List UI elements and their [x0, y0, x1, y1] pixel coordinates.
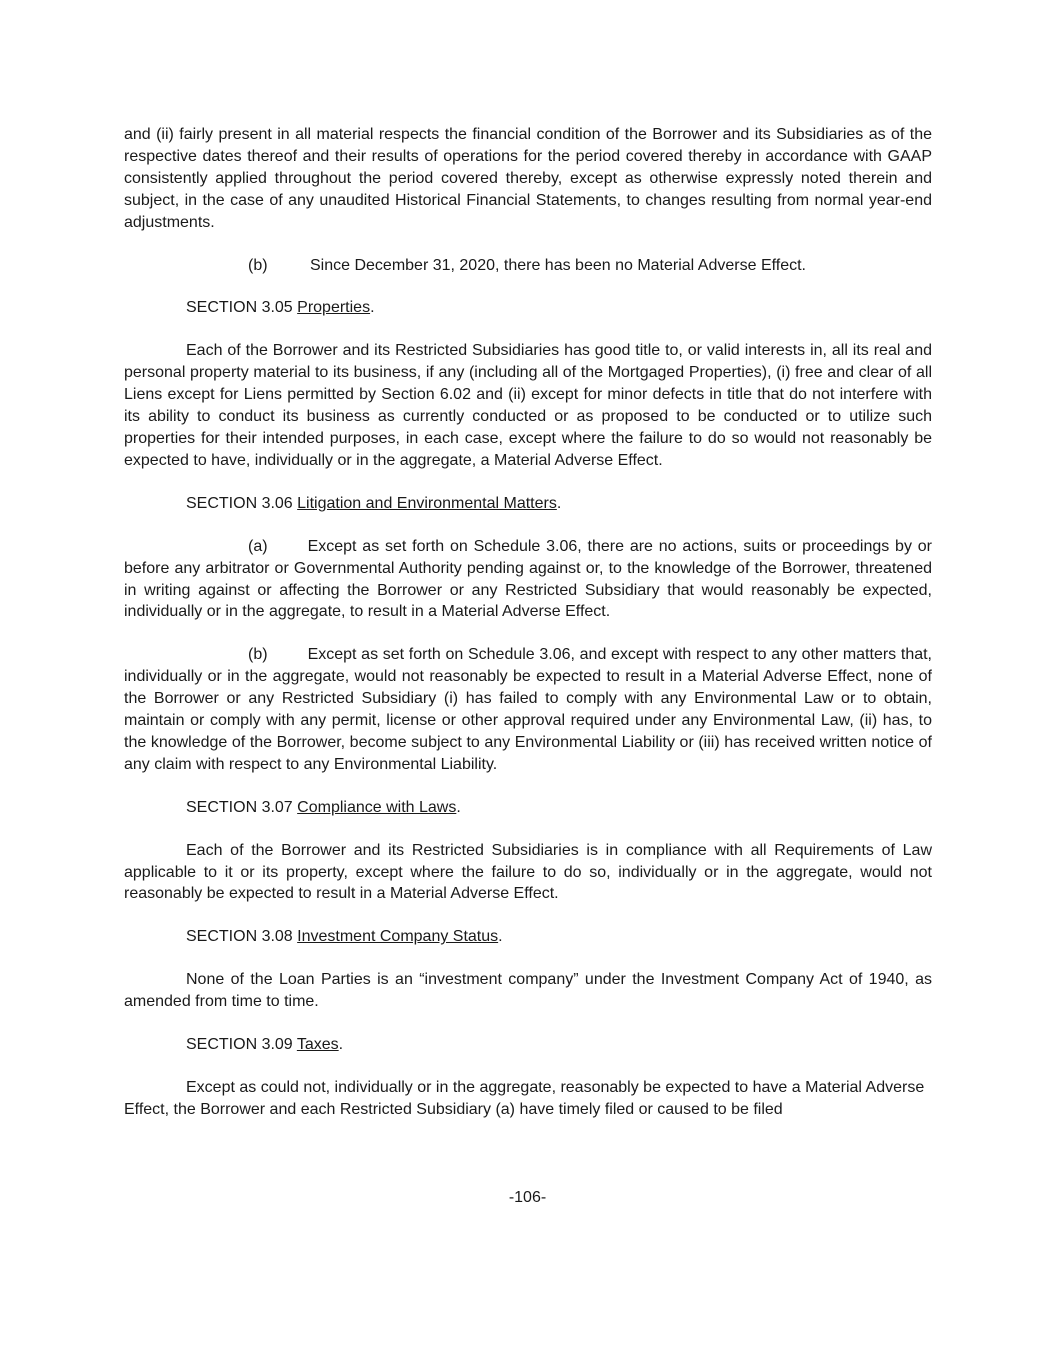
section-title: Investment Company Status — [297, 928, 499, 946]
subsection-text: Except as set forth on Schedule 3.06, there are no actions, suits or proceedings by or before any arbitrator or Governmental Authority pending against or, to the knowledge of the Borrower, threatened in writing against or affecting the Borrower or any Restricted Subsidiary that would reasonably be expected, individually or in the aggregate, to result in a Material Adverse Effect. — [124, 537, 932, 621]
section-body-3-05: Each of the Borrower and its Restricted Subsidiaries has good title to, or valid interests in, all its real and personal property material to its business, if any (including all of the Mortgaged Properties), (i) free and clear of all Liens except for Liens permitted by Section 6.02 and (ii) except for minor defects in title that do not interfere with its ability to conduct its business as currently conducted or as proposed to be conducted or to utilize such properties for their intended purposes, in each case, except where the failure to do so would not reasonably be expected to have, individually or in the aggregate, a Material Adverse Effect. — [124, 342, 932, 469]
section-number: SECTION 3.09 — [186, 1036, 293, 1054]
subsection-304-b — [124, 255, 932, 277]
subsection-text: Since December 31, 2020, there has been no Material Adverse Effect. — [310, 256, 806, 274]
page-number: -106- — [508, 1189, 547, 1206]
section-body-3-07: Each of the Borrower and its Restricted Subsidiaries is in compliance with all Requirements of Law applicable to it or its property, except where the failure to do so, individually or in the aggregate, would not reasonably be expected to result in a Material Adverse Effect. — [124, 841, 932, 903]
section-number: SECTION 3.08 — [186, 928, 293, 946]
section-heading-3-09 — [124, 1034, 932, 1056]
heading-period: . — [456, 798, 461, 816]
subsection-306-b — [124, 644, 932, 775]
section-heading-3-05 — [124, 297, 932, 319]
section-title: Litigation and Environmental Matters — [297, 494, 557, 512]
heading-period: . — [556, 494, 562, 512]
section-heading-3-08 — [124, 926, 932, 948]
paragraph-opening: and (ii) fairly present in all material respects the financial condition of the Borrower and its Subsidiaries as of the respective dates thereof and their results of operations for the period covered thereby in accordance with GAAP consistently applied throughout the period covered thereby, except as otherwise expressly noted therein and subject, in the case of any unaudited Historical Financial Statements, to changes resulting from normal year-end adjustments. — [124, 126, 932, 231]
section-title: Taxes — [296, 1036, 339, 1054]
section-heading-3-06 — [124, 493, 932, 515]
section-number: SECTION 3.05 — [186, 299, 293, 317]
subsection-text: Except as set forth on Schedule 3.06, and except with respect to any other matters that, individually or in the aggregate, would not reasonably be expected to result in a Material Adverse Effect, none of the Borrower or any Restricted Subsidiary (i) has failed to comply with any Environmental Law or to obtain, maintain or comply with any permit, license or other approval required under any Environmental Law, (ii) has, to the knowledge of the Borrower, become subject to any Environmental Liability or (iii) has received written notice of any claim with respect to any Environmental Liability. — [124, 646, 932, 773]
section-title: Properties — [297, 299, 371, 317]
subsection-letter: (b) — [248, 256, 268, 274]
section-title: Compliance with Laws — [297, 798, 457, 816]
heading-period: . — [498, 928, 503, 946]
subsection-306-a — [124, 536, 932, 624]
section-number: SECTION 3.06 — [186, 494, 293, 512]
heading-period: . — [338, 1036, 344, 1054]
subsection-letter: (a) — [248, 537, 268, 555]
section-number: SECTION 3.07 — [186, 798, 293, 816]
subsection-letter: (b) — [248, 646, 268, 664]
section-heading-3-07 — [124, 797, 932, 819]
document-page — [124, 124, 932, 1121]
section-body-3-08: None of the Loan Parties is an “investment company” under the Investment Company Act of 1940, as amended from time to time. — [124, 971, 932, 1011]
section-body-3-09: Except as could not, individually or in the aggregate, reasonably be expected to have a Material Adverse Effect, the Borrower and each Restricted Subsidiary (a) have timely filed or caused to be filed — [124, 1079, 925, 1118]
heading-period: . — [370, 299, 375, 317]
